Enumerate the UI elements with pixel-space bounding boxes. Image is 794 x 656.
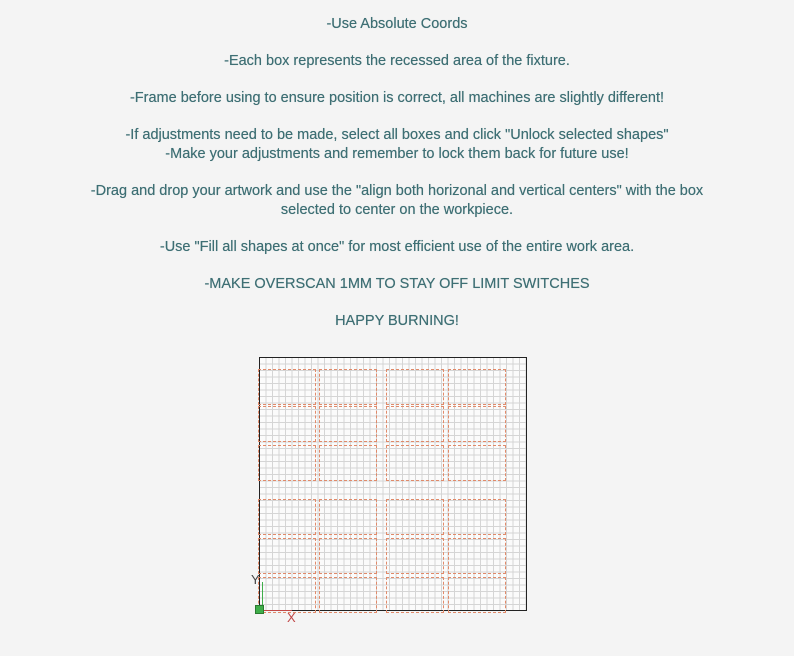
x-axis-label: X [287, 610, 296, 625]
fixture-box[interactable] [258, 445, 316, 481]
instruction-line: -Each box represents the recessed area of the fixture. [224, 53, 570, 69]
instructions-block [0, 15, 794, 349]
fixture-box[interactable] [319, 538, 377, 574]
instruction-line: -Use Absolute Coords [326, 16, 468, 32]
fixture-box[interactable] [386, 499, 444, 535]
fixture-box[interactable] [258, 499, 316, 535]
fixture-box[interactable] [448, 577, 506, 613]
instruction-line: -Drag and drop your artwork and use the "align both horizonal and vertical centers" with the box [90, 183, 704, 199]
fixture-box[interactable] [319, 406, 377, 442]
fixture-box[interactable] [319, 445, 377, 481]
fixture-box[interactable] [319, 369, 377, 405]
fixture-box[interactable] [386, 406, 444, 442]
fixture-box[interactable] [258, 577, 316, 613]
fixture-box[interactable] [448, 445, 506, 481]
instruction-align [0, 182, 794, 220]
fixture-box[interactable] [258, 538, 316, 574]
instruction-absolute-coords [0, 15, 794, 34]
instruction-line: -Use "Fill all shapes at once" for most efficient use of the entire work area. [159, 239, 635, 255]
fixture-box[interactable] [386, 577, 444, 613]
fixture-box[interactable] [319, 577, 377, 613]
fixture-box[interactable] [319, 499, 377, 535]
fixture-box[interactable] [448, 538, 506, 574]
instruction-box-meaning [0, 52, 794, 71]
fixture-box[interactable] [386, 369, 444, 405]
fixture-box[interactable] [258, 406, 316, 442]
instruction-line: selected to center on the workpiece. [280, 202, 514, 218]
instruction-fill [0, 238, 794, 257]
laser-work-area[interactable] [259, 357, 527, 611]
fixture-box[interactable] [448, 406, 506, 442]
fixture-box[interactable] [386, 538, 444, 574]
instruction-frame [0, 89, 794, 108]
instruction-line: HAPPY BURNING! [335, 313, 459, 329]
fixture-box[interactable] [386, 445, 444, 481]
instruction-line: -Frame before using to ensure position is correct, all machines are slightly different! [129, 90, 665, 106]
fixture-box[interactable] [258, 369, 316, 405]
y-axis-label: Y [251, 572, 260, 587]
instruction-line: -If adjustments need to be made, select all boxes and click "Unlock selected shapes" [125, 127, 669, 143]
fixture-box[interactable] [448, 369, 506, 405]
instruction-adjustments [0, 126, 794, 164]
instruction-line: -MAKE OVERSCAN 1MM TO STAY OFF LIMIT SWITCHES [204, 276, 590, 292]
instruction-overscan [0, 275, 794, 294]
origin-marker-icon[interactable] [255, 605, 264, 614]
instruction-happy-burning [0, 312, 794, 331]
fixture-box[interactable] [448, 499, 506, 535]
instruction-line: -Make your adjustments and remember to lock them back for future use! [165, 146, 629, 162]
